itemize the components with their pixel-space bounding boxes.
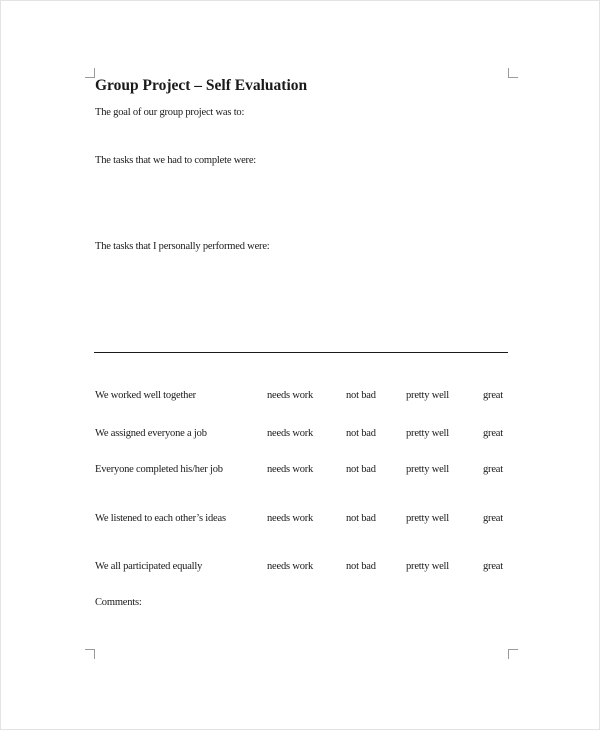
goal-prompt: The goal of our group project was to:: [95, 107, 245, 118]
rating-option-pretty-well: pretty well: [406, 428, 449, 439]
rating-option-pretty-well: pretty well: [406, 464, 449, 475]
rating-option-great: great: [483, 390, 503, 401]
rating-statement: We assigned everyone a job: [95, 428, 207, 439]
rating-option-not-bad: not bad: [346, 428, 376, 439]
comments-label: Comments:: [95, 597, 142, 608]
margin-corner-mark: [85, 68, 95, 78]
rating-option-great: great: [483, 561, 503, 572]
rating-option-pretty-well: pretty well: [406, 390, 449, 401]
personal-tasks-prompt: The tasks that I personally performed were:: [95, 241, 270, 252]
rating-row: [1, 390, 599, 404]
rating-row: [1, 561, 599, 575]
rating-row: [1, 513, 599, 527]
rating-option-needs-work: needs work: [267, 428, 314, 439]
rating-statement: We all participated equally: [95, 561, 203, 572]
rating-option-great: great: [483, 513, 503, 524]
rating-option-needs-work: needs work: [267, 464, 314, 475]
rating-option-needs-work: needs work: [267, 513, 314, 524]
rating-row: [1, 464, 599, 478]
rating-option-great: great: [483, 428, 503, 439]
margin-corner-mark: [508, 68, 518, 78]
rating-option-great: great: [483, 464, 503, 475]
rating-option-needs-work: needs work: [267, 390, 314, 401]
rating-option-pretty-well: pretty well: [406, 561, 449, 572]
rating-option-not-bad: not bad: [346, 390, 376, 401]
rating-option-not-bad: not bad: [346, 464, 376, 475]
margin-corner-mark: [508, 649, 518, 659]
section-divider: [94, 352, 508, 353]
rating-statement: We listened to each other’s ideas: [95, 513, 226, 524]
group-tasks-prompt: The tasks that we had to complete were:: [95, 155, 257, 166]
rating-statement: We worked well together: [95, 390, 196, 401]
rating-row: [1, 428, 599, 442]
rating-option-not-bad: not bad: [346, 561, 376, 572]
document-title: Group Project – Self Evaluation: [95, 77, 308, 94]
rating-option-pretty-well: pretty well: [406, 513, 449, 524]
margin-corner-mark: [85, 649, 95, 659]
rating-statement: Everyone completed his/her job: [95, 464, 223, 475]
rating-option-not-bad: not bad: [346, 513, 376, 524]
rating-option-needs-work: needs work: [267, 561, 314, 572]
